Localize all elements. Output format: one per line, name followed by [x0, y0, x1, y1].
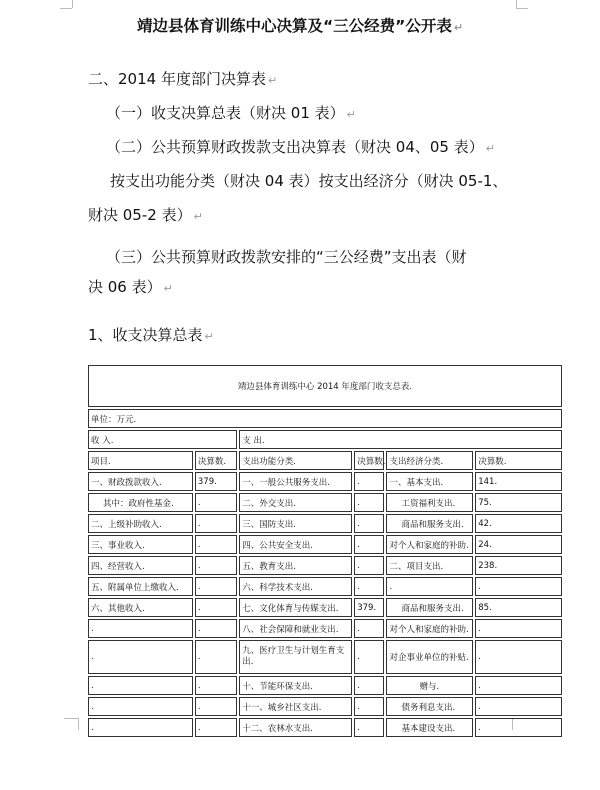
table-cell: 债务利息支出.: [386, 697, 473, 716]
table-cell: .: [386, 577, 473, 596]
crop-mark: [516, 8, 528, 9]
table-cell: .: [354, 619, 384, 638]
paragraph-item2: （二）公共预算财政拨款支出决算表（财决 04、05 表） ↵: [106, 138, 495, 156]
table-cell: 对个人和家庭的补助.: [386, 619, 473, 638]
table-cell: .: [354, 718, 384, 737]
crop-mark: [78, 718, 79, 730]
budget-summary-table: [86, 363, 564, 739]
table-cell: 85.: [475, 598, 562, 617]
table-cell: 九、医疗卫生与计划生育支出.: [239, 640, 352, 674]
table-cell: .: [195, 535, 237, 554]
paragraph-item3-cont: 决 06 表） ↵: [88, 278, 173, 296]
table-cell: .: [475, 577, 562, 596]
table-cell: 二、项目支出.: [386, 556, 473, 575]
crop-mark: [60, 8, 72, 9]
document-title: 靖边县体育训练中心决算及“三公经费”公开表 ↵: [136, 17, 464, 35]
table-row: [88, 493, 562, 512]
table-row: [88, 472, 562, 491]
table-cell: 十一、城乡社区支出.: [239, 697, 352, 716]
table-cell: 六、科学技术支出.: [239, 577, 352, 596]
table-cell: .: [88, 697, 193, 716]
table-cell: .: [195, 514, 237, 533]
table-row: [88, 718, 562, 737]
table-cell: .: [195, 577, 237, 596]
table-cell: 五、教育支出.: [239, 556, 352, 575]
table-cell: .: [195, 598, 237, 617]
table-cell: .: [354, 697, 384, 716]
table-cell: 三、国防支出.: [239, 514, 352, 533]
table-title: 靖边县体育训练中心 2014 年度部门收支总表.: [88, 365, 562, 407]
expense-header: 支 出.: [239, 430, 562, 449]
table-cell: 八、社会保障和就业支出.: [239, 619, 352, 638]
table-cell: .: [195, 676, 237, 695]
table-cell: 七、文化体育与传媒支出.: [239, 598, 352, 617]
table-cell: 四、公共安全支出.: [239, 535, 352, 554]
table-cell: 十、节能环保支出.: [239, 676, 352, 695]
paragraph-item2-note: 按支出功能分类（财决 04 表）按支出经济分（财决 05-1、: [110, 172, 508, 190]
crop-mark: [516, 0, 517, 8]
income-header: 收 入.: [88, 430, 237, 449]
table-cell: .: [475, 619, 562, 638]
table-cell: .: [354, 514, 384, 533]
table-row: [88, 577, 562, 596]
table-cell: 赠与.: [386, 676, 473, 695]
table-cell: 商品和服务支出.: [386, 598, 473, 617]
table-cell: 75.: [475, 493, 562, 512]
table-cell: .: [195, 640, 237, 674]
table-cell: 一、一般公共服务支出.: [239, 472, 352, 491]
crop-mark: [72, 0, 73, 8]
table-cell: .: [195, 718, 237, 737]
table-cell: 379.: [354, 598, 384, 617]
paragraph-item2-note-cont: 财决 05-2 表） ↵: [88, 206, 203, 224]
table-cell: .: [354, 493, 384, 512]
table-cell: 五、附属单位上缴收入.: [88, 577, 193, 596]
table-cell: .: [354, 577, 384, 596]
table-cell: .: [195, 493, 237, 512]
table-cell: 商品和服务支出.: [386, 514, 473, 533]
table-cell: 四、经营收入.: [88, 556, 193, 575]
table-cell: .: [475, 640, 562, 674]
table-cell: .: [354, 556, 384, 575]
table-cell: .: [88, 718, 193, 737]
table-cell: .: [88, 640, 193, 674]
table-cell: .: [475, 697, 562, 716]
table-cell: 379.: [195, 472, 237, 491]
column-header: 支出经济分类.: [386, 451, 473, 470]
table-cell: .: [195, 619, 237, 638]
table-cell: 二、外交支出.: [239, 493, 352, 512]
column-header: 决算数.: [475, 451, 562, 470]
table-cell: 基本建设支出.: [386, 718, 473, 737]
table-cell: 对个人和家庭的补助.: [386, 535, 473, 554]
table-row: [88, 676, 562, 695]
column-header: 项目.: [88, 451, 193, 470]
table-row: [88, 556, 562, 575]
table-cell: 一、基本支出.: [386, 472, 473, 491]
table-row: [88, 514, 562, 533]
table-row: [88, 697, 562, 716]
table-cell: .: [475, 676, 562, 695]
table-cell: 对企事业单位的补贴.: [386, 640, 473, 674]
column-header: 决算数.: [195, 451, 237, 470]
column-header: 决算数.: [354, 451, 384, 470]
table-cell: .: [354, 676, 384, 695]
table-row: [88, 598, 562, 617]
table-cell: 三、事业收入.: [88, 535, 193, 554]
table-cell: .: [88, 619, 193, 638]
column-header-row: [88, 451, 562, 470]
subsection-heading: 1、收支决算总表 ↵: [88, 326, 214, 344]
table-cell: 工资福利支出.: [386, 493, 473, 512]
table-cell: 六、其他收入.: [88, 598, 193, 617]
table-row: [88, 619, 562, 638]
table-row: [88, 640, 562, 674]
table-cell: 238.: [475, 556, 562, 575]
table-cell: 二、上级补助收入.: [88, 514, 193, 533]
section-heading: 二、2014 年度部门决算表 ↵: [88, 70, 278, 88]
table-cell: .: [88, 676, 193, 695]
table-cell: .: [354, 472, 384, 491]
paragraph-item3: （三）公共预算财政拨款安排的“三公经费”支出表（财: [106, 248, 467, 266]
table-cell: .: [195, 556, 237, 575]
crop-mark: [64, 718, 78, 719]
table-cell: .: [354, 535, 384, 554]
table-cell: 24.: [475, 535, 562, 554]
table-cell: 141.: [475, 472, 562, 491]
table-cell: 十二、农林水支出.: [239, 718, 352, 737]
paragraph-item1: （一）收支决算总表（财决 01 表） ↵: [106, 104, 356, 122]
table-cell: 其中：政府性基金.: [88, 493, 193, 512]
table-unit: 单位：万元.: [88, 409, 562, 428]
table-cell: 42.: [475, 514, 562, 533]
table-cell: .: [354, 640, 384, 674]
table-row: [88, 535, 562, 554]
table-cell: .: [195, 697, 237, 716]
table-cell: .: [475, 718, 562, 737]
table-cell: 一、财政拨款收入.: [88, 472, 193, 491]
column-header: 支出功能分类.: [239, 451, 352, 470]
